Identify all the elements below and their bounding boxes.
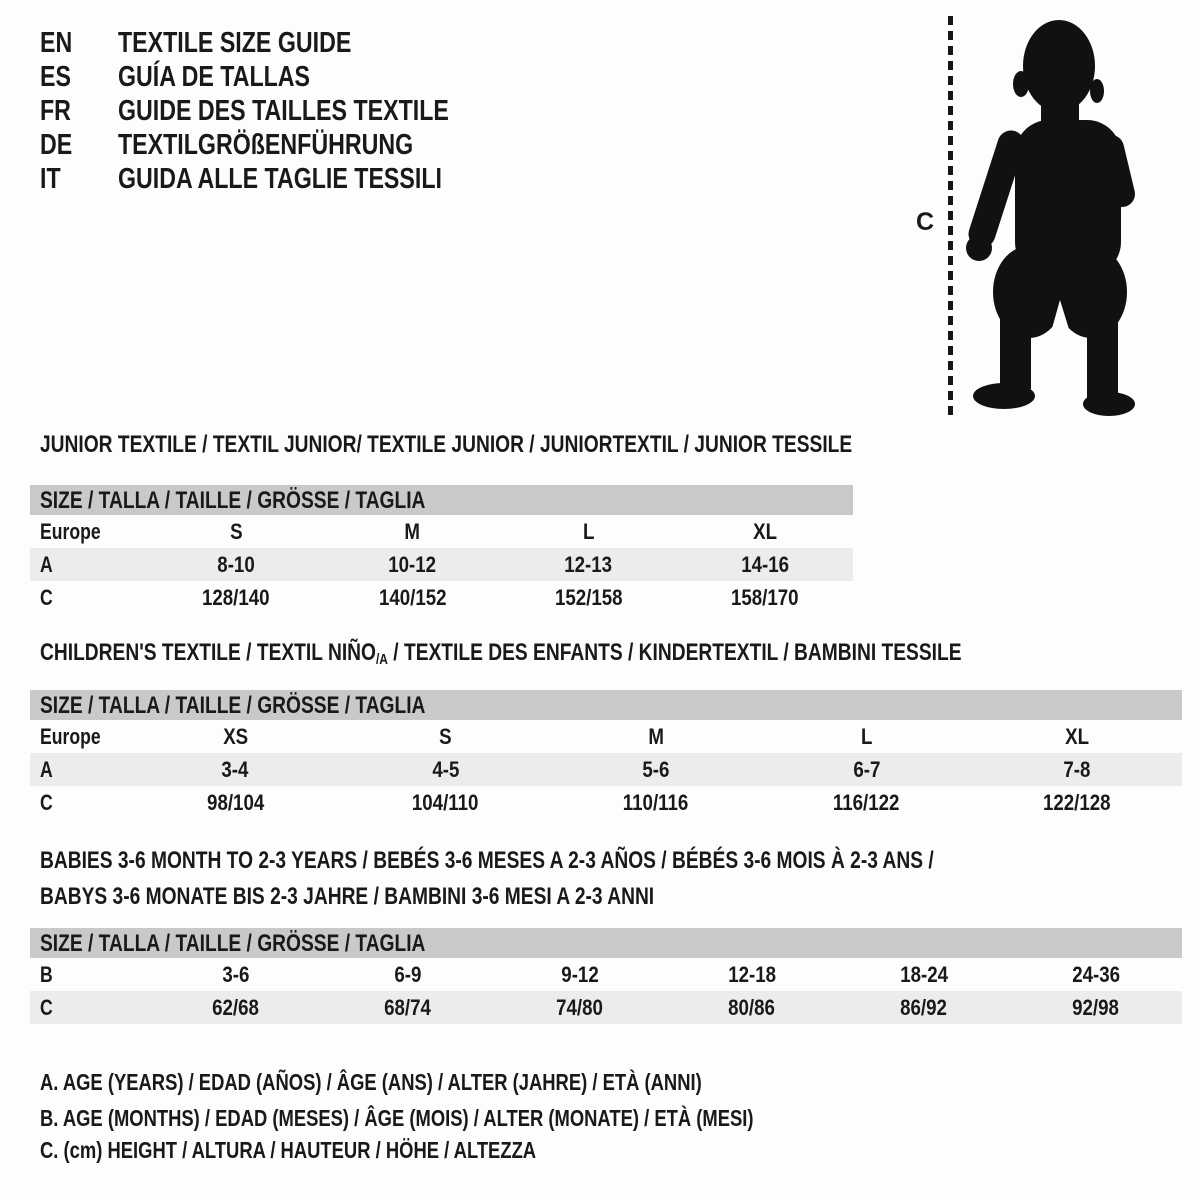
- size-cell: [677, 515, 853, 548]
- size-cell: [677, 548, 853, 581]
- row-label-text: Europe: [40, 724, 101, 749]
- row-label-text: C: [40, 995, 53, 1020]
- size-cell: [130, 753, 340, 786]
- legend-text: A. AGE (YEARS) / EDAD (AÑOS) / ÂGE (ANS) / ALTER (JAHRE) / ETÀ (ANNI): [40, 1069, 702, 1095]
- size-cell: [148, 548, 324, 581]
- size-cell: [972, 786, 1182, 819]
- size-cell: [677, 581, 853, 614]
- cell-text: S: [229, 519, 243, 544]
- table-row-age-years: [30, 753, 1182, 786]
- row-label-text: B: [40, 962, 53, 987]
- table-row-europe: [30, 515, 853, 548]
- size-cell: [340, 753, 550, 786]
- children-size-table: [30, 690, 1182, 819]
- language-row: [40, 94, 532, 128]
- row-label-text: A: [40, 552, 53, 577]
- children-section-title: [40, 640, 1192, 669]
- size-cell: [324, 581, 500, 614]
- size-cell: [551, 720, 761, 753]
- size-header-bar: [30, 485, 853, 515]
- row-label: [30, 515, 148, 548]
- cell-text: 5-6: [642, 757, 670, 782]
- size-cell: [322, 958, 494, 991]
- page-title: TEXTILE SIZE GUIDE: [118, 27, 352, 59]
- measure-c-label: C: [916, 208, 935, 236]
- language-code: FR: [40, 95, 71, 127]
- size-cell: [494, 958, 666, 991]
- babies-size-table: [30, 928, 1182, 1024]
- size-cell: [130, 786, 340, 819]
- size-cell: [340, 786, 550, 819]
- cell-text: 74/80: [556, 995, 604, 1020]
- size-cell: [324, 515, 500, 548]
- size-header-bar: [30, 928, 1182, 958]
- cell-text: XS: [222, 724, 248, 749]
- size-cell: [501, 581, 677, 614]
- junior-section-title: [40, 432, 1055, 458]
- size-header-bar: [30, 690, 1182, 720]
- language-code: IT: [40, 163, 61, 195]
- language-row: [40, 162, 532, 196]
- size-cell: [494, 991, 666, 1024]
- cell-text: 86/92: [900, 995, 948, 1020]
- size-cell: [838, 958, 1010, 991]
- language-title-list: [40, 26, 532, 196]
- size-cell: [972, 753, 1182, 786]
- babies-section-title-text2: BABYS 3-6 MONATE BIS 2-3 JAHRE / BAMBINI 3-6 MESI A 2-3 ANNI: [40, 883, 655, 910]
- row-label: [30, 720, 130, 753]
- size-cell: [340, 720, 550, 753]
- table-row-height-cm: [30, 991, 1182, 1024]
- row-label: [30, 753, 130, 786]
- cell-text: L: [860, 724, 873, 749]
- table-row-europe: [30, 720, 1182, 753]
- cell-text: XL: [1064, 724, 1089, 749]
- title-subscript: /A: [375, 651, 388, 668]
- cell-text: 18-24: [900, 962, 948, 987]
- cell-text: 128/140: [202, 585, 270, 610]
- legend-text: B. AGE (MONTHS) / EDAD (MESES) / ÂGE (MOIS) / ALTER (MONATE) / ETÀ (MESI): [40, 1105, 754, 1131]
- cell-text: 116/122: [833, 790, 900, 815]
- language-code: EN: [40, 27, 73, 59]
- cell-text: 110/116: [623, 790, 689, 815]
- row-label-text: Europe: [40, 519, 101, 544]
- row-label-text: C: [40, 585, 53, 610]
- height-measure-dashed-line: [948, 16, 953, 416]
- page-title-fr: GUIDE DES TAILLES TEXTILE: [118, 95, 449, 127]
- size-cell: [551, 753, 761, 786]
- babies-section-title-text1: BABIES 3-6 MONTH TO 2-3 YEARS / BEBÉS 3-6 MESES A 2-3 AÑOS / BÉBÉS 3-6 MOIS À 2-3 ANS /: [40, 847, 934, 874]
- size-cell: [130, 720, 340, 753]
- cell-text: XL: [752, 519, 777, 544]
- size-header-text: SIZE / TALLA / TAILLE / GRÖSSE / TAGLIA: [40, 487, 426, 514]
- legend-age-years: [40, 1070, 867, 1095]
- cell-text: 62/68: [212, 995, 260, 1020]
- language-row: [40, 128, 532, 162]
- size-cell: [150, 991, 322, 1024]
- toddler-silhouette-icon: [963, 14, 1141, 420]
- cell-text: 3-4: [221, 757, 249, 782]
- legend-age-months: [40, 1106, 932, 1131]
- cell-text: 8-10: [217, 552, 255, 577]
- row-label-text: C: [40, 790, 53, 815]
- page-title-de: TEXTILGRÖßENFÜHRUNG: [118, 129, 414, 161]
- cell-text: 3-6: [222, 962, 250, 987]
- cell-text: M: [404, 519, 421, 544]
- size-cell: [551, 786, 761, 819]
- size-cell: [761, 786, 971, 819]
- size-cell: [972, 720, 1182, 753]
- cell-text: 6-9: [394, 962, 422, 987]
- size-header-text: SIZE / TALLA / TAILLE / GRÖSSE / TAGLIA: [40, 930, 426, 957]
- legend-text: C. (cm) HEIGHT / ALTURA / HAUTEUR / HÖHE / ALTEZZA: [40, 1137, 537, 1163]
- size-cell: [322, 991, 494, 1024]
- language-code: DE: [40, 129, 73, 161]
- cell-text: 158/170: [731, 585, 799, 610]
- cell-text: 152/158: [554, 585, 623, 610]
- junior-section-title-text: JUNIOR TEXTILE / TEXTIL JUNIOR/ TEXTILE JUNIOR / JUNIORTEXTIL / JUNIOR TESSILE: [40, 431, 853, 458]
- cell-text: 24-36: [1072, 962, 1120, 987]
- row-label-text: A: [40, 757, 53, 782]
- cell-text: 80/86: [728, 995, 776, 1020]
- cell-text: 104/110: [412, 790, 479, 815]
- cell-text: 7-8: [1063, 757, 1091, 782]
- table-row-age-months: [30, 958, 1182, 991]
- row-label: [30, 786, 130, 819]
- cell-text: 68/74: [384, 995, 432, 1020]
- page-title-it: GUIDA ALLE TAGLIE TESSILI: [118, 163, 442, 195]
- size-cell: [666, 958, 838, 991]
- row-label: [30, 581, 148, 614]
- table-row-height-cm: [30, 581, 853, 614]
- babies-section-title-line1: [40, 848, 1157, 874]
- size-cell: [666, 991, 838, 1024]
- language-code: ES: [40, 61, 71, 93]
- size-cell: [148, 515, 324, 548]
- cell-text: 14-16: [740, 552, 789, 577]
- cell-text: 122/128: [1043, 790, 1111, 815]
- children-section-title-text: CHILDREN'S TEXTILE / TEXTIL NIÑO/A / TEXTILE DES ENFANTS / KINDERTEXTIL / BAMBINI TESSILE: [40, 639, 962, 668]
- cell-text: 92/98: [1072, 995, 1120, 1020]
- cell-text: 98/104: [206, 790, 264, 815]
- cell-text: 12-13: [564, 552, 613, 577]
- size-cell: [324, 548, 500, 581]
- size-cell: [148, 581, 324, 614]
- cell-text: 140/152: [378, 585, 447, 610]
- cell-text: 12-18: [728, 962, 776, 987]
- size-cell: [838, 991, 1010, 1024]
- cell-text: 10-12: [388, 552, 437, 577]
- babies-section-title-line2: [40, 884, 808, 910]
- cell-text: 6-7: [852, 757, 880, 782]
- cell-text: L: [582, 519, 595, 544]
- size-cell: [1010, 958, 1182, 991]
- size-cell: [761, 720, 971, 753]
- size-header-text: SIZE / TALLA / TAILLE / GRÖSSE / TAGLIA: [40, 692, 426, 719]
- cell-text: S: [439, 724, 452, 749]
- table-row-height-cm: [30, 786, 1182, 819]
- size-cell: [150, 958, 322, 991]
- size-cell: [501, 548, 677, 581]
- size-cell: [501, 515, 677, 548]
- size-cell: [1010, 991, 1182, 1024]
- cell-text: M: [648, 724, 664, 749]
- junior-size-table: [30, 485, 853, 614]
- page-title-es: GUÍA DE TALLAS: [118, 61, 311, 93]
- cell-text: 9-12: [561, 962, 599, 987]
- row-label: [30, 958, 150, 991]
- table-row-age-years: [30, 548, 853, 581]
- language-row: [40, 26, 532, 60]
- size-cell: [761, 753, 971, 786]
- row-label: [30, 991, 150, 1024]
- language-row: [40, 60, 532, 94]
- row-label: [30, 548, 148, 581]
- legend-height-cm: [40, 1138, 660, 1163]
- cell-text: 4-5: [432, 757, 460, 782]
